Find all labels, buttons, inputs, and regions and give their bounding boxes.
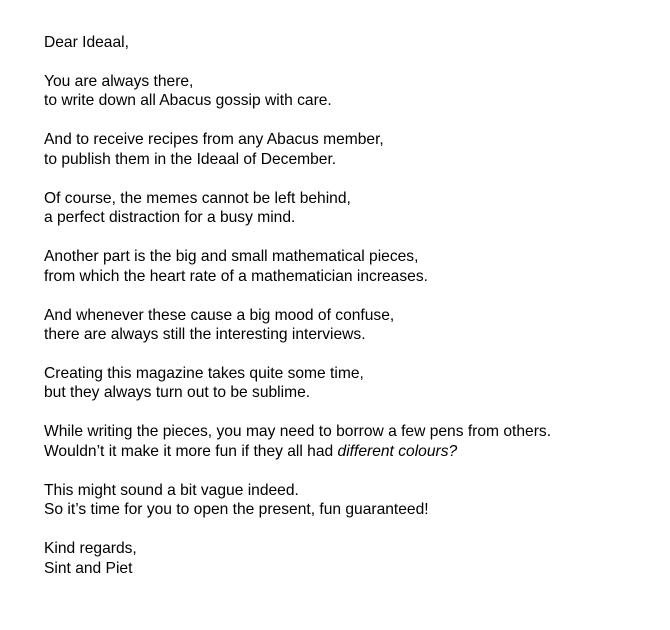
greeting: Dear Ideaal,: [44, 34, 129, 51]
stanza-line: While writing the pieces, you may need to borrow a few pens from others.: [44, 423, 552, 441]
stanza-line: to write down all Abacus gossip with care.: [44, 92, 332, 110]
stanza-line: And to receive recipes from any Abacus member,: [44, 131, 384, 149]
stanza-line: So it’s time for you to open the present, fun guaranteed!: [44, 501, 429, 519]
stanza-line: a perfect distraction for a busy mind.: [44, 209, 296, 227]
stanza-line: This might sound a bit vague indeed.: [44, 481, 299, 499]
stanza-line: to publish them in the Ideaal of December.: [44, 150, 337, 168]
stanza-line: Another part is the big and small mathematical pieces,: [44, 248, 419, 266]
signoff: [44, 539, 654, 578]
stanza-line: but they always turn out to be sublime.: [44, 384, 311, 402]
signature: Sint and Piet: [44, 559, 133, 577]
stanza-4: [44, 247, 654, 286]
stanza-line-prefix: Wouldn’t it make it more fun if they all had: [44, 442, 338, 460]
stanza-line: You are always there,: [44, 73, 194, 90]
stanza-1: [44, 72, 654, 111]
stanza-5: [44, 306, 654, 345]
stanza-line: from which the heart rate of a mathematician increases.: [44, 267, 428, 285]
stanza-line-with-emphasis: [44, 442, 654, 461]
closing: Kind regards,: [44, 540, 137, 558]
letter: [44, 33, 654, 598]
greeting-block: [44, 33, 654, 52]
stanza-line: there are always still the interesting interviews.: [44, 326, 366, 344]
stanza-3: [44, 189, 654, 228]
stanza-line: Creating this magazine takes quite some time,: [44, 365, 364, 383]
emphasized-phrase: different colours?: [337, 442, 458, 460]
stanza-7: [44, 422, 654, 461]
stanza-8: [44, 481, 654, 520]
stanza-2: [44, 130, 654, 169]
stanza-line: And whenever these cause a big mood of confuse,: [44, 306, 395, 324]
stanza-6: [44, 364, 654, 403]
stanza-line: Of course, the memes cannot be left behind,: [44, 189, 351, 207]
